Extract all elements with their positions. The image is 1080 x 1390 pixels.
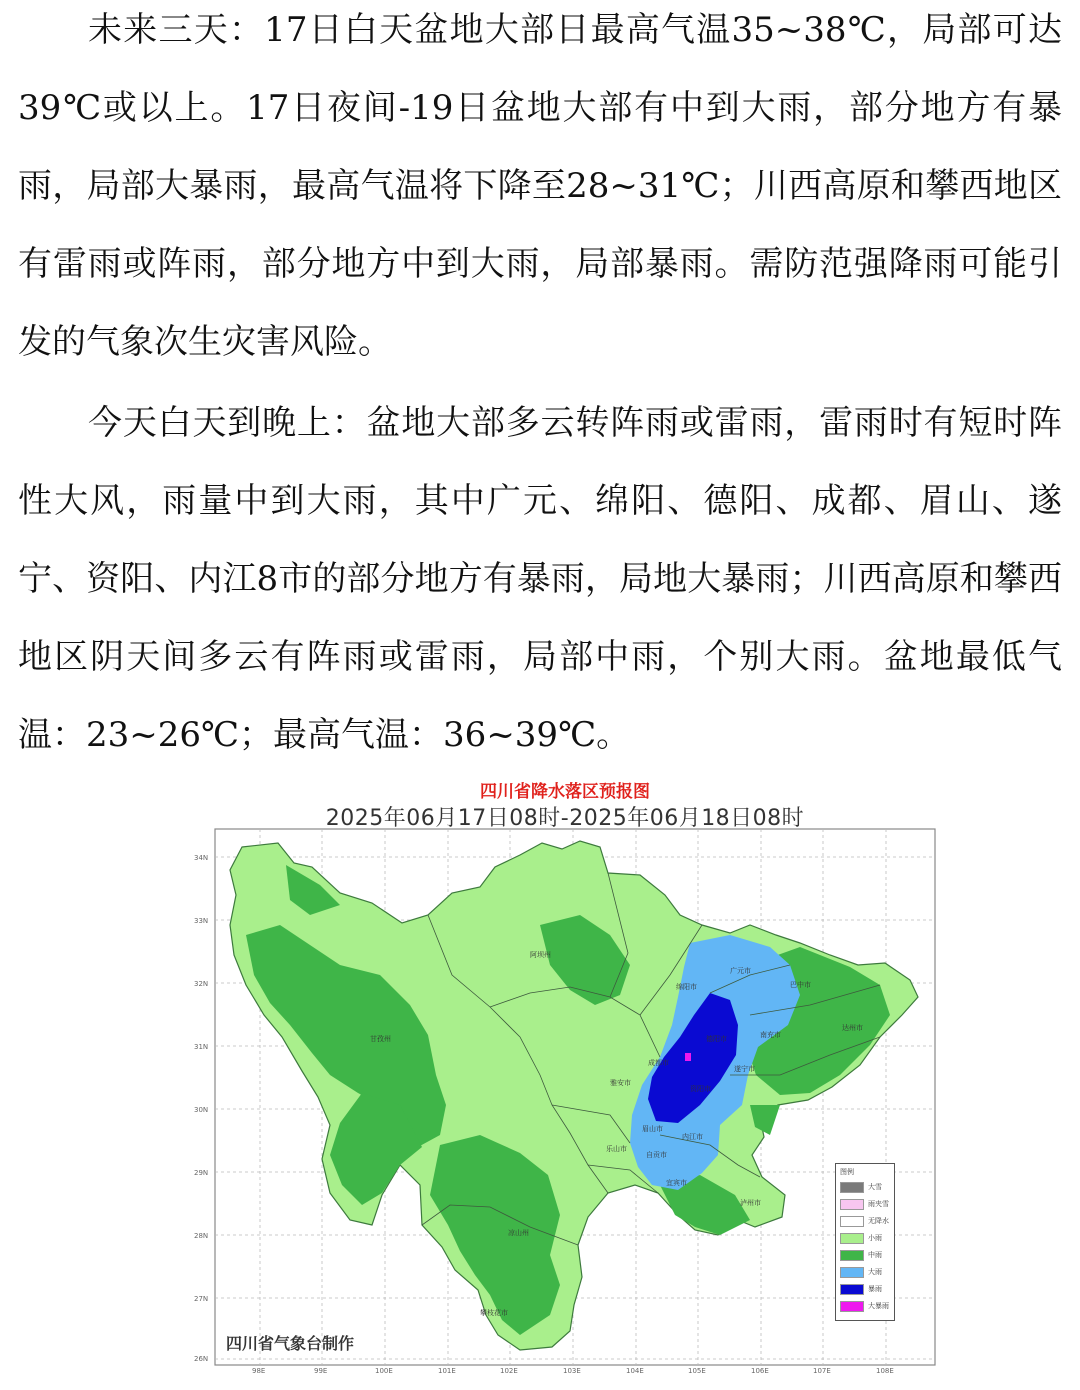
legend-label: 中雨 [868,1251,882,1259]
map-title: 四川省降水落区预报图 [480,782,650,802]
lon-tick: 103E [563,1367,581,1375]
legend-swatch [840,1301,864,1312]
legend-label: 大雪 [868,1183,882,1191]
legend-swatch [840,1233,864,1244]
lat-tick: 31N [194,1043,209,1051]
legend-swatch [840,1216,864,1227]
map-credit: 四川省气象台制作 [226,1334,355,1353]
extreme-rainstorm-spot [685,1053,691,1061]
city-label: 绵阳市 [676,983,697,991]
legend-item [840,1231,894,1245]
lon-tick: 101E [438,1367,456,1375]
map-subtitle: 2025年06月17日08时-2025年06月18日08时 [325,806,805,831]
lon-tick: 98E [252,1367,266,1375]
lat-tick: 28N [194,1232,209,1240]
city-label: 眉山市 [642,1125,663,1133]
lon-tick: 108E [876,1367,894,1375]
forecast-today-paragraph: 今天白天到晚上：盆地大部多云转阵雨或雷雨，雷雨时有短时阵性大风，雨量中到大雨，其中广元、绵阳、德阳、成都、眉山、遂宁、资阳、内江8市的部分地方有暴雨，局地大暴雨；川西高原和攀西地区阴天间多云有阵雨或雷雨，局部中雨，个别大雨。盆地最低气温：23~26℃；最高气温：36~39℃。 [18,403,1062,755]
city-label: 内江市 [682,1133,703,1141]
lat-tick: 34N [194,854,209,862]
city-label: 德阳市 [706,1035,727,1043]
map-canvas [190,775,940,1375]
city-label: 宜宾市 [666,1179,687,1187]
legend-item [840,1180,894,1194]
legend-item [840,1248,894,1262]
city-label: 广元市 [730,967,751,975]
legend-item [840,1197,894,1211]
city-label: 南充市 [760,1031,781,1039]
lon-tick: 102E [500,1367,518,1375]
lon-tick: 99E [314,1367,328,1375]
longitude-axis [252,1367,894,1375]
legend-item [840,1265,894,1279]
lat-tick: 29N [194,1169,209,1177]
city-label: 遂宁市 [734,1065,755,1073]
city-label: 甘孜州 [370,1035,391,1043]
lon-tick: 100E [375,1367,393,1375]
legend-label: 大暴雨 [868,1302,889,1310]
lon-tick: 105E [688,1367,706,1375]
legend-item [840,1282,894,1296]
legend-item [840,1214,894,1228]
latitude-axis [194,854,208,1363]
precipitation-forecast-map [190,775,940,1375]
legend-swatch [840,1199,864,1210]
lon-tick: 104E [626,1367,644,1375]
legend-swatch [840,1267,864,1278]
city-label: 雅安市 [610,1079,631,1087]
lon-tick: 107E [813,1367,831,1375]
lat-tick: 33N [194,917,209,925]
lat-tick: 26N [194,1355,209,1363]
legend-label: 无降水 [868,1217,889,1225]
lon-tick: 106E [751,1367,769,1375]
city-label: 阿坝州 [530,951,551,959]
legend-item [840,1299,894,1313]
city-label: 攀枝花市 [480,1309,508,1317]
legend-label: 大雨 [868,1268,882,1276]
legend-swatch [840,1284,864,1295]
city-label: 乐山市 [606,1145,627,1153]
legend-label: 雨夹雪 [868,1200,889,1208]
legend-label: 暴雨 [868,1285,882,1293]
lat-tick: 32N [194,980,209,988]
city-label: 凉山州 [508,1229,529,1237]
city-label: 巴中市 [790,981,811,989]
legend-title: 图例 [840,1168,854,1176]
legend-swatch [840,1182,864,1193]
city-label: 泸州市 [740,1199,761,1207]
lat-tick: 27N [194,1295,209,1303]
city-label: 自贡市 [646,1151,667,1159]
legend-swatch [840,1250,864,1261]
map-legend [835,1163,895,1321]
lat-tick: 30N [194,1106,209,1114]
city-label: 成都市 [648,1059,669,1067]
forecast-three-day-paragraph: 未来三天：17日白天盆地大部日最高气温35~38℃，局部可达39℃或以上。17日夜间-19日盆地大部有中到大雨，部分地方有暴雨，局部大暴雨，最高气温将下降至28~31℃；川西高原和攀西地区有雷雨或阵雨，部分地方中到大雨，局部暴雨。需防范强降雨可能引发的气象次生灾害风险。 [18,10,1062,362]
legend-label: 小雨 [868,1234,882,1242]
city-label: 达州市 [842,1024,863,1032]
city-label: 资阳市 [690,1085,711,1093]
